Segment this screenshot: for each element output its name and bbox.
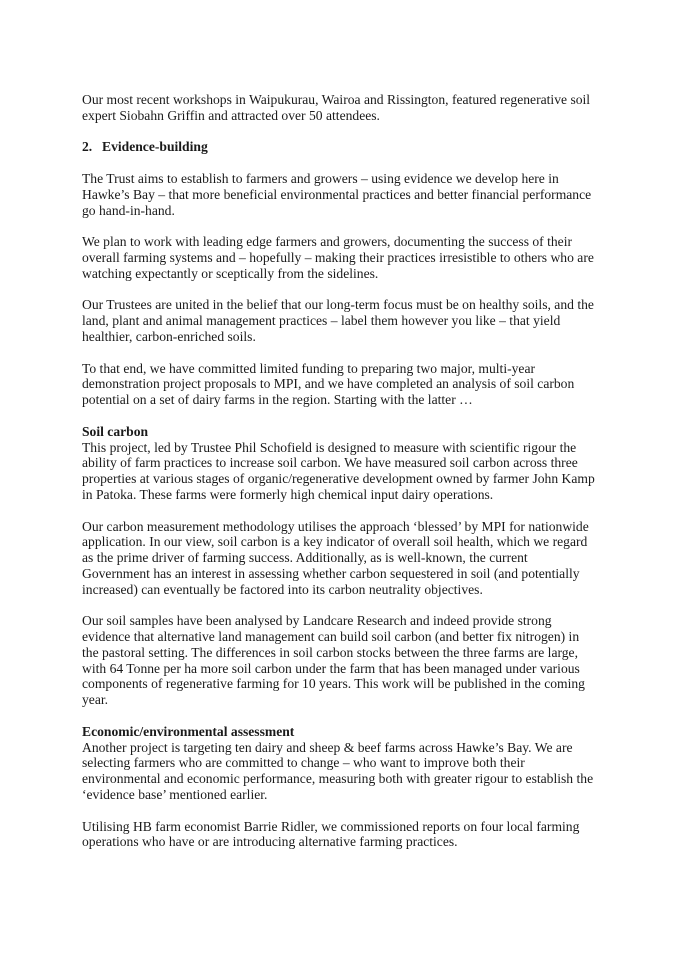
soil-carbon-heading: Soil carbon [82, 423, 149, 439]
economic-assessment-heading: Economic/environmental assessment [82, 723, 295, 739]
soil-carbon-paragraph-2: Our carbon measurement methodology utilises the approach ‘blessed’ by MPI for nationwide application. In our view, soil carbon is a key indicator of overall soil health, which we regard as the prime driver of farming success. Additionally, as is well-known, the current Government has an interest in assessing whether carbon sequestered in soil (and potentially increased) can eventually be factored into its carbon neutrality objectives. [82, 518, 589, 597]
economic-assessment-paragraph-1: Another project is targeting ten dairy and sheep & beef farms across Hawke’s Bay. We are selecting farmers who are committed to change – who want to improve both their environmental and economic performance, measuring both with greater rigour to establish the ‘evidence base’ mentioned earlier. [82, 739, 594, 803]
plan-paragraph: We plan to work with leading edge farmers and growers, documenting the success of their overall farming systems and – hopefully – making their practices irresistible to others who are watching expectantly or sceptically from the sidelines. [82, 234, 594, 281]
section-title: Evidence-building [102, 139, 208, 155]
trustees-paragraph: Our Trustees are united in the belief that our long-term focus must be on healthy soils, and the land, plant and animal management practices – label them however you like – that yield healthier, carbon-enriched soils. [82, 297, 594, 344]
soil-carbon-paragraph-1: This project, led by Trustee Phil Schofield is designed to measure with scientific rigour the ability of farm practices to increase soil carbon. We have measured soil carbon across three properties at various stages of organic/regenerative development owned by farmer John Kamp in Patoka. These farms were formerly high chemical input dairy operations. [82, 439, 595, 502]
funding-paragraph: To that end, we have committed limited funding to preparing two major, multi-year demonstration project proposals to MPI, and we have completed an analysis of soil carbon potential on a set of dairy farms in the region. Starting with the latter … [82, 360, 575, 408]
intro-paragraph: Our most recent workshops in Waipukurau, Wairoa and Rissington, featured regenerative soil expert Siobahn Griffin and attracted over 50 attendees. [82, 92, 591, 123]
section-number: 2. [82, 139, 93, 155]
trust-aims-paragraph: The Trust aims to establish to farmers and growers – using evidence we develop here in Hawke’s Bay – that more beneficial environmental practices and better financial performance go hand-in-hand. [82, 170, 592, 218]
economic-assessment-paragraph-2: Utilising HB farm economist Barrie Ridler, we commissioned reports on four local farming operations who have or are introducing alternative farming practices. [82, 818, 580, 850]
section-heading-evidence-building [82, 139, 595, 155]
soil-carbon-paragraph-3: Our soil samples have been analysed by Landcare Research and indeed provide strong evidence that alternative land management can build soil carbon (and better fix nitrogen) in the pastoral setting. The differences in soil carbon stocks between the three farms are large, with 64 Tonne per ha more soil carbon under the farm that has been managed under various components of regenerative farming for 10 years. This work will be published in the coming year. [82, 613, 585, 708]
